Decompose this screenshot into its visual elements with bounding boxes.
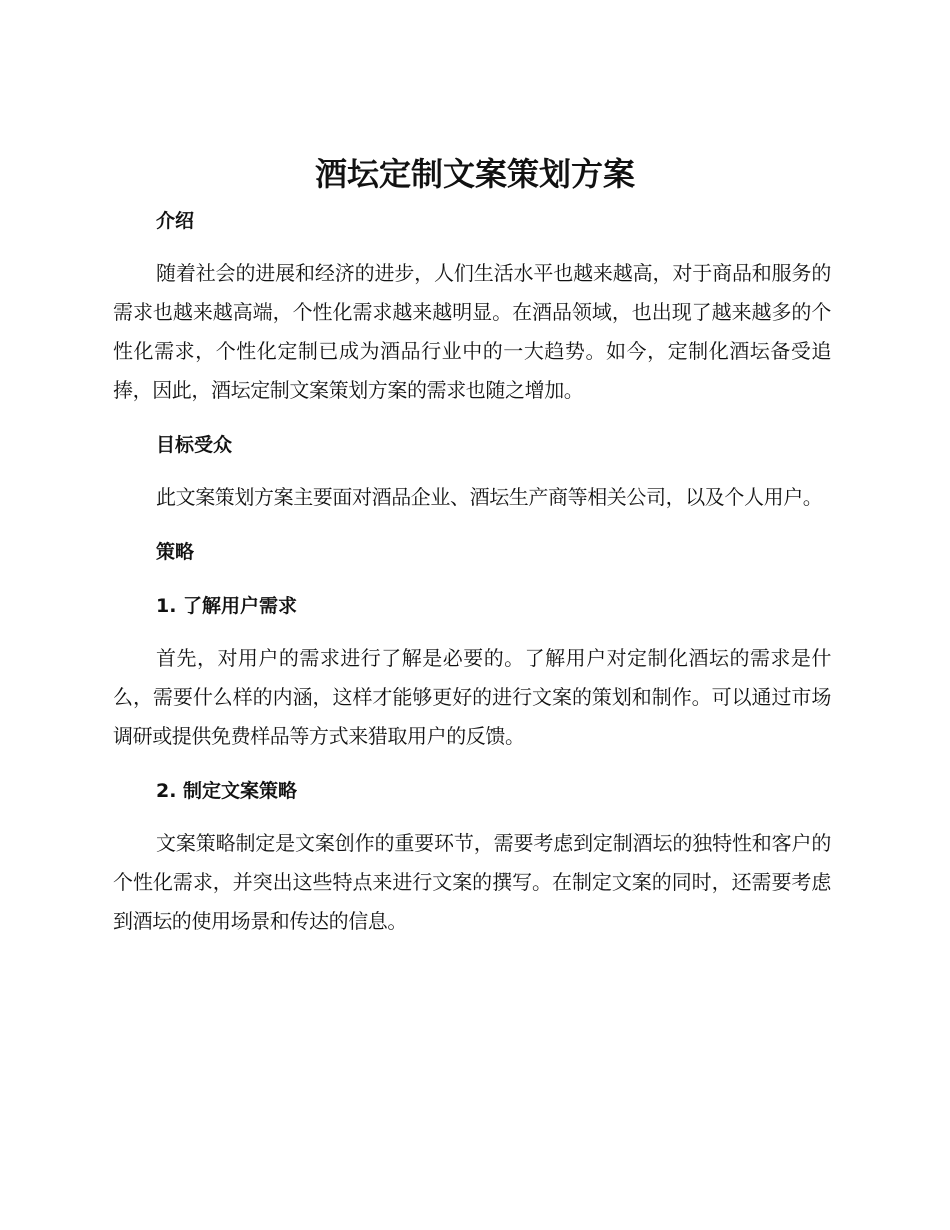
section-paragraph-intro: 随着社会的进展和经济的进步，人们生活水平也越来越高，对于商品和服务的需求也越来越高端，个性化需求越来越明显。在酒品领域，也出现了越来越多的个性化需求，个性化定制已成为酒品行业中的一大趋势。如今，定制化酒坛备受追捧，因此，酒坛定制文案策划方案的需求也随之增加。 (113, 261, 831, 402)
section-heading-audience: 目标受众 (156, 434, 233, 456)
document-body (113, 202, 831, 941)
section-heading-intro: 介绍 (156, 210, 195, 232)
subsection-heading-copy-strategy: 2. 制定文案策略 (156, 780, 298, 802)
subsection-paragraph-copy-strategy: 文案策略制定是文案创作的重要环节，需要考虑到定制酒坛的独特性和客户的个性化需求，并突出这些特点来进行文案的撰写。在制定文案的同时，还需要考虑到酒坛的使用场景和传达的信息。 (113, 831, 831, 933)
subsection-paragraph-user-needs: 首先，对用户的需求进行了解是必要的。了解用户对定制化酒坛的需求是什么，需要什么样的内涵，这样才能够更好的进行文案的策划和制作。可以通过市场调研或提供免费样品等方式来猎取用户的反馈。 (113, 646, 831, 748)
section-heading-strategy: 策略 (156, 541, 195, 563)
subsection-heading-user-needs: 1. 了解用户需求 (156, 595, 298, 617)
document-title: 酒坛定制文案策划方案 (314, 155, 635, 193)
section-paragraph-audience: 此文案策划方案主要面对酒品企业、酒坛生产商等相关公司，以及个人用户。 (156, 485, 823, 509)
